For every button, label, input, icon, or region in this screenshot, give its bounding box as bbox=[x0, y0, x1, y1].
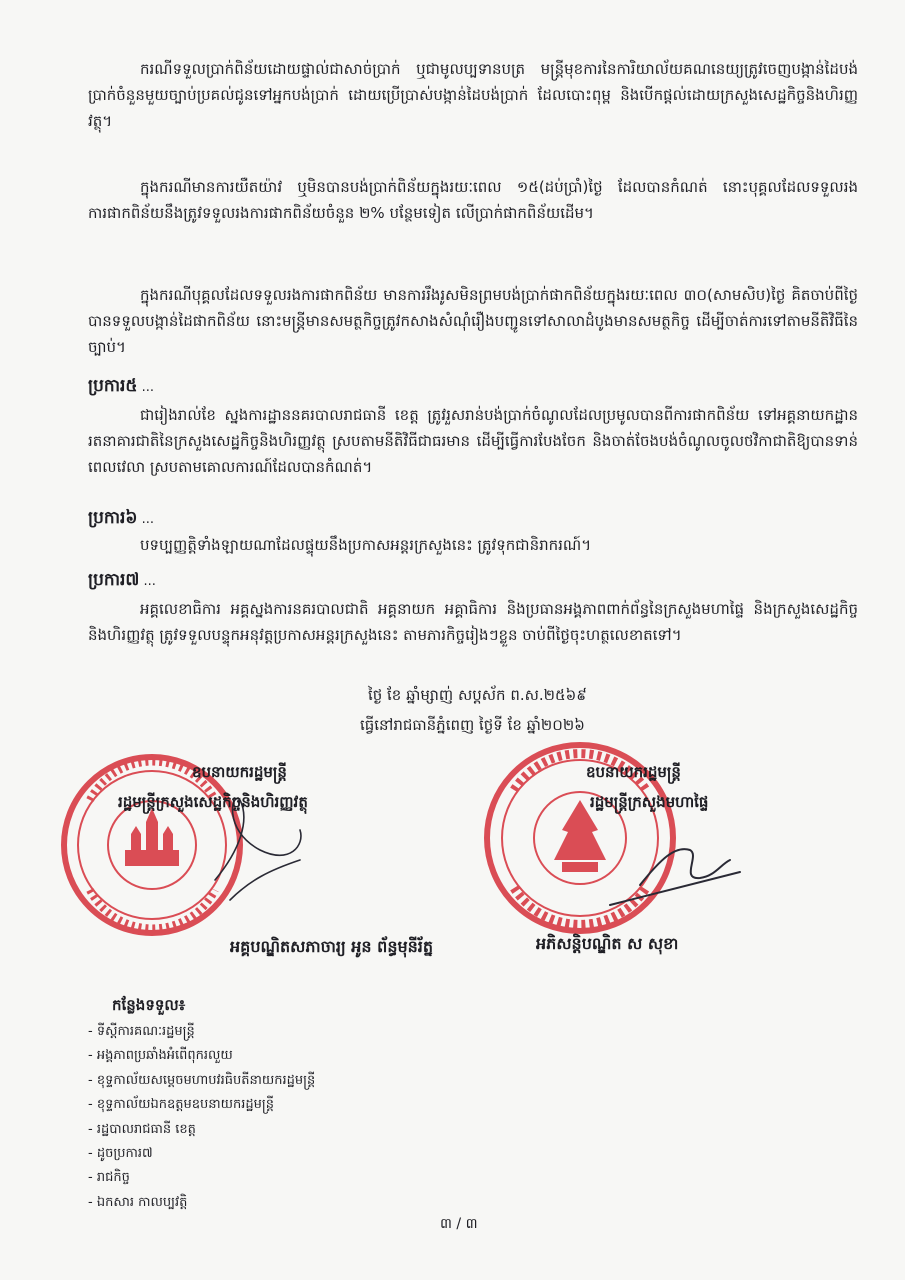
list-item: - រដ្ឋបាលរាជធានី ខេត្ត bbox=[88, 1118, 488, 1142]
article-5-heading: ប្រការ៥ ... bbox=[88, 374, 154, 400]
list-item: - រាជកិច្ច bbox=[88, 1166, 488, 1190]
left-signatory-name: អគ្គបណ្ឌិតសភាចារ្យ អូន ព័ន្ធមុនីរ័ត្ន bbox=[230, 937, 434, 956]
article-7-heading: ប្រការ៧ ... bbox=[88, 568, 156, 594]
right-signatory-name: អភិសន្តិបណ្ឌិត ស សុខា bbox=[536, 934, 679, 953]
recipients-list bbox=[88, 1020, 488, 1215]
left-signatory-title: ឧបនាយករដ្ឋមន្ត្រី bbox=[192, 763, 287, 781]
article-6-heading: ប្រការ៦ ... bbox=[88, 506, 154, 532]
gregorian-date: ធ្វើនៅរាជធានីភ្នំពេញ ថ្ងៃទី ខែ ឆ្នាំ២០២៦ bbox=[360, 716, 585, 734]
list-item: - ដូចប្រការ៧ bbox=[88, 1142, 488, 1166]
list-item: - ឯកសារ កាលប្បវត្តិ bbox=[88, 1191, 488, 1215]
right-signature-icon bbox=[610, 849, 740, 905]
right-signatory-title: ឧបនាយករដ្ឋមន្ត្រី bbox=[586, 763, 681, 781]
list-item: - អង្គភាពប្រឆាំងអំពើពុករលួយ bbox=[88, 1044, 488, 1068]
lunar-date: ថ្ងៃ ខែ ឆ្នាំម្សាញ់ សប្តស័ក ព.ស.២៥៦៩ bbox=[368, 686, 587, 704]
left-signatory-ministry: រដ្ឋមន្ត្រីក្រសួងសេដ្ឋកិច្ចនិងហិរញ្ញវត្ថុ bbox=[118, 793, 308, 811]
paragraph-payment-receipt: ករណីទទួលប្រាក់ពិន័យដោយផ្ទាល់ជាសាច់ប្រាក់ ឬជាមូលប្បទានបត្រ មន្ត្រីមុខការនៃការិយាល័យគណនេយ្យត្រូវចេញបង្កាន់ដៃបង់ប្រាក់ចំនួនមួយច្បាប់ប្រគល់ជូនទៅអ្នកបង់ប្រាក់ ដោយប្រើប្រាស់បង្កាន់ដៃបង់ប្រាក់ ដែលបោះពុម្ព និងបើកផ្តល់ដោយក្រសួងសេដ្ឋកិច្ចនិងហិរញ្ញវត្ថុ។ bbox=[88, 60, 858, 130]
article-7-body: អគ្គលេខាធិការ អគ្គស្នងការនគរបាលជាតិ អគ្គនាយក អគ្គាធិការ និងប្រធានអង្គភាពពាក់ព័ន្ធនៃក្រសួងមហាផ្ទៃ និងក្រសួងសេដ្ឋកិច្ចនិងហិរញ្ញវត្ថុ ត្រូវទទួលបន្ទុកអនុវត្តប្រកាសអន្តរក្រសួងនេះ តាមភារកិច្ចរៀងៗខ្លួន ចាប់ពីថ្ងៃចុះហត្ថលេខាតទៅ។ bbox=[88, 600, 858, 644]
list-item: - ទីស្តីការគណៈរដ្ឋមន្ត្រី bbox=[88, 1020, 488, 1044]
list-item: - ខុទ្ទកាល័យសម្តេចមហាបវរធិបតីនាយករដ្ឋមន្ត្រី bbox=[88, 1069, 488, 1093]
recipients-title: កន្លែងទទួល៖ bbox=[112, 996, 186, 1014]
article-5-body: ជារៀងរាល់ខែ ស្នងការដ្ឋាននគរបាលរាជធានី ខេត្ត ត្រូវរួសរាន់បង់ប្រាក់ចំណូលដែលប្រមូលបានពីការផាកពិន័យ ទៅអគ្គនាយកដ្ឋានរតនាគារជាតិនៃក្រសួងសេដ្ឋកិច្ចនិងហិរញ្ញវត្ថុ ស្របតាមនីតិវិធីជាធរមាន ដើម្បីធ្វើការបែងចែក និងចាត់ចែងបង់ចំណូលចូលថវិកាជាតិឱ្យបានទាន់ពេលវេលា ស្របតាមគោលការណ៍ដែលបានកំណត់។ bbox=[88, 406, 858, 476]
page-number: ៣ / ៣ bbox=[440, 1216, 478, 1232]
paragraph-late-payment: ក្នុងករណីមានការយឺតយ៉ាវ ឬមិនបានបង់ប្រាក់ពិន័យក្នុងរយៈពេល ១៥(ដប់ប្រាំ)ថ្ងៃ ដែលបានកំណត់ នោះបុគ្គលដែលទទួលរងការផាកពិន័យនឹងត្រូវទទួលរងការផាកពិន័យចំនួន ២% បន្ថែមទៀត លើប្រាក់ផាកពិន័យដើម។ bbox=[88, 178, 858, 222]
paragraph-refusal: ក្នុងករណីបុគ្គលដែលទទួលរងការផាកពិន័យ មានការរឹងរូសមិនព្រមបង់ប្រាក់ផាកពិន័យក្នុងរយៈពេល ៣០(សាមសិប)ថ្ងៃ គិតចាប់ពីថ្ងៃបានទទួលបង្កាន់ដៃផាកពិន័យ នោះមន្ត្រីមានសមត្ថកិច្ចត្រូវកសាងសំណុំរឿងបញ្ជូនទៅសាលាដំបូងមានសមត្ថកិច្ច ដើម្បីចាត់ការទៅតាមនីតិវិធីនៃច្បាប់។ bbox=[88, 286, 858, 356]
right-signatory-ministry: រដ្ឋមន្ត្រីក្រសួងមហាផ្ទៃ bbox=[590, 793, 709, 811]
article-6-body: បទប្បញ្ញត្តិទាំងឡាយណាដែលផ្ទុយនឹងប្រកាសអន្តរក្រសួងនេះ ត្រូវទុកជានិរាករណ៍។ bbox=[140, 536, 592, 554]
list-item: - ខុទ្ទកាល័យឯកឧត្តមឧបនាយករដ្ឋមន្ត្រី bbox=[88, 1093, 488, 1117]
